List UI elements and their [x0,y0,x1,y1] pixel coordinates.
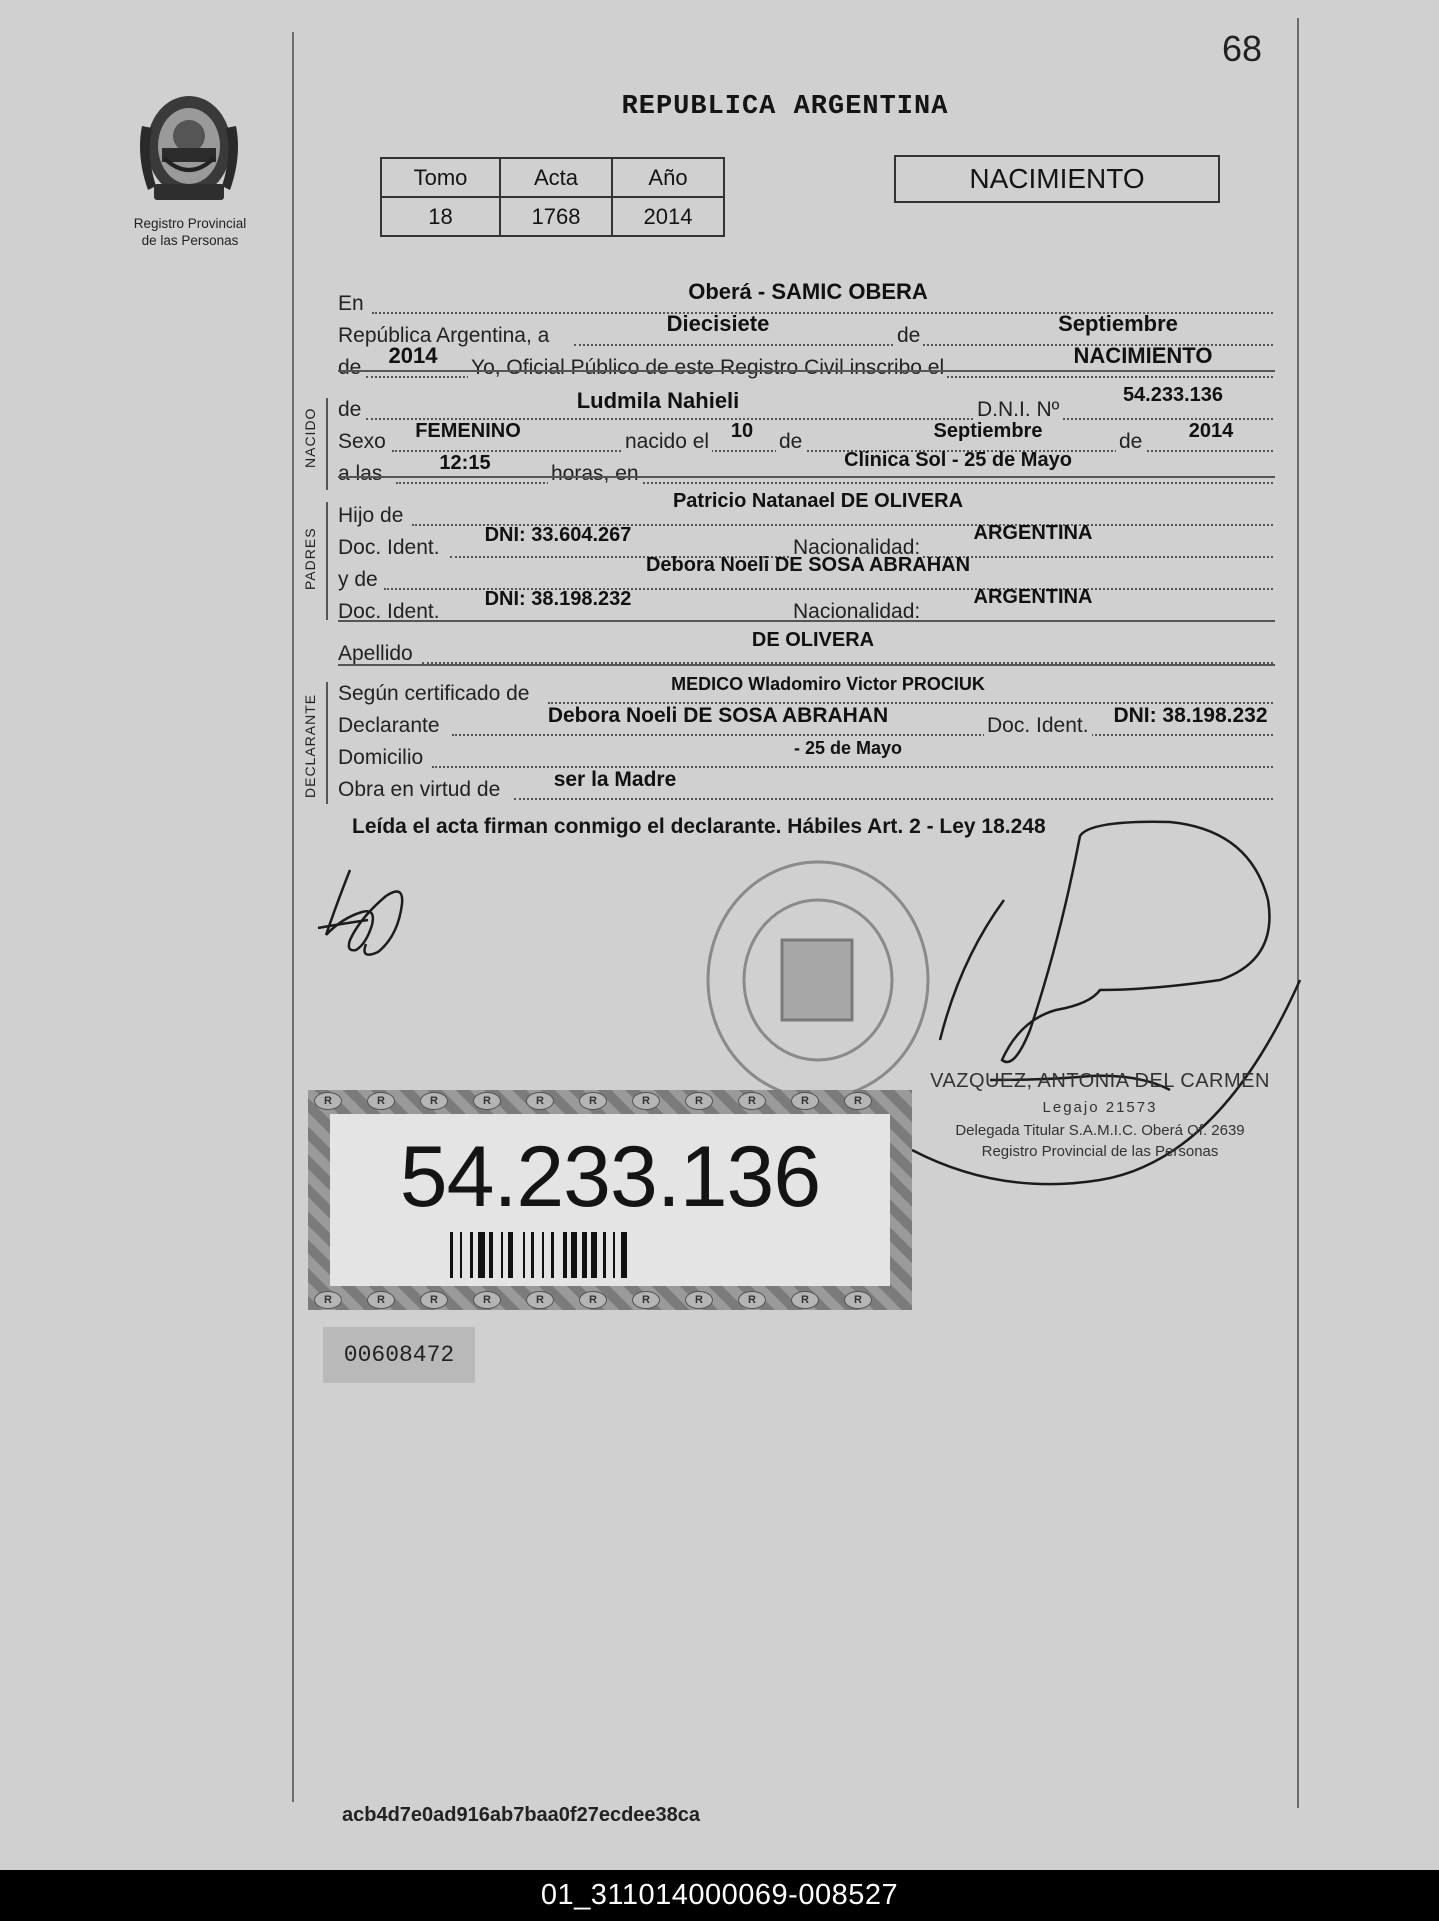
file-footer: 01_311014000069-008527 [0,1870,1439,1921]
barcode-bar [542,1232,544,1278]
value-declarante: Debora Noeli DE SOSA ABRAHAN [547,704,889,727]
r-security-mark: R [420,1291,448,1309]
value-lugar: Oberá - SAMIC OBERA [688,279,928,304]
document-hash: acb4d7e0ad916ab7baa0f27ecdee38ca [342,1804,701,1826]
value-dia-nacimiento: 10 [730,420,754,442]
value-certificado: MEDICO Wladomiro Victor PROCIUK [671,674,985,694]
value-obra-en-virtud: ser la Madre [553,768,677,791]
value-hora: 12:15 [439,452,491,474]
barcode-bar [551,1232,554,1278]
label-republica: República Argentina, a [338,324,550,347]
r-security-mark: R [579,1291,607,1309]
label-de-nombre: de [338,398,362,421]
official-role: Delegada Titular S.A.M.I.C. Oberá Of. 2639 [955,1122,1245,1139]
barcode-bar [470,1232,473,1278]
label-a-las: a las [338,462,383,485]
record-type-box: NACIMIENTO [894,155,1220,203]
r-security-mark: R [367,1092,395,1110]
barcode-bar [460,1232,462,1278]
label-inscribo: Yo, Oficial Público de este Registro Civil inscribo el [468,356,947,380]
anio-value: 2014 [612,197,724,236]
acta-header: Acta [500,158,612,197]
dni-banner [308,1090,912,1310]
r-security-mark: R [844,1092,872,1110]
label-obra-en-virtud: Obra en virtud de [338,778,501,801]
tomo-header: Tomo [381,158,500,197]
r-security-mark: R [685,1291,713,1309]
closing-statement: Leída el acta firman conmigo el declarante. Hábiles Art. 2 - Ley 18.248 [352,815,1046,838]
value-anio-inscripcion: 2014 [388,343,438,368]
value-padre-nacionalidad: ARGENTINA [973,522,1093,544]
label-de-year: de [338,356,362,379]
barcode-bar [621,1232,627,1278]
r-security-mark: R [367,1291,395,1309]
r-security-mark: R [526,1092,554,1110]
label-nacionalidad-1: Nacionalidad: [790,536,923,560]
declarant-signature [318,870,402,955]
value-madre-doc: DNI: 38.198.232 [484,588,632,610]
label-de-mes: de [894,324,923,348]
label-y-de: y de [338,568,378,591]
r-security-mark: R [420,1092,448,1110]
dni-banner-inner [330,1114,890,1286]
r-security-mark: R [632,1291,660,1309]
value-padre-doc: DNI: 33.604.267 [484,524,632,546]
logo-caption-line2: de las Personas [141,233,239,248]
label-segun-certificado: Según certificado de [338,682,530,705]
value-apellido: DE OLIVERA [751,629,875,651]
label-doc-ident-2: Doc. Ident. [338,600,440,623]
r-security-mark: R [314,1291,342,1309]
section-label-padres: PADRES [302,527,318,590]
r-security-mark: R [791,1291,819,1309]
r-security-mark: R [314,1092,342,1110]
r-security-mark: R [473,1092,501,1110]
label-dni: D.N.I. Nº [974,398,1062,422]
official-name: VAZQUEZ, ANTONIA DEL CARMEN [930,1070,1270,1092]
barcode-icon [450,1232,770,1278]
label-doc-ident-decl: Doc. Ident. [984,714,1092,738]
value-declarante-doc: DNI: 38.198.232 [1113,704,1268,727]
label-apellido: Apellido [338,642,413,665]
label-doc-ident-1: Doc. Ident. [338,536,440,559]
barcode-bar [478,1232,485,1278]
anio-header: Año [612,158,724,197]
value-nombre: Ludmila Nahieli [576,388,740,413]
barcode-bar [508,1232,513,1278]
r-security-mark: R [738,1092,766,1110]
value-mes-nacimiento: Septiembre [933,420,1043,442]
r-security-mark: R [632,1092,660,1110]
barcode-bar [603,1232,606,1278]
dni-banner-number: 54.233.136 [399,1129,821,1225]
label-de-dia: de [776,430,805,454]
official-stamp [708,862,928,1098]
value-domicilio: - 25 de Mayo [793,738,903,758]
barcode-bar [582,1232,587,1278]
barcode-bar [489,1232,493,1278]
r-security-mark: R [473,1291,501,1309]
serial-number: 00608472 [323,1327,475,1383]
label-nacido-el: nacido el [622,430,712,454]
official-legajo: Legajo 21573 [1042,1099,1158,1116]
acta-value: 1768 [500,197,612,236]
label-nacionalidad-2: Nacionalidad: [790,600,923,624]
r-security-mark: R [738,1291,766,1309]
r-security-mark: R [526,1291,554,1309]
label-sexo: Sexo [338,430,386,453]
barcode-bar [523,1232,525,1278]
barcode-bar [571,1232,577,1278]
value-padre: Patricio Natanael DE OLIVERA [672,490,964,512]
label-declarante: Declarante [338,714,440,737]
official-block [920,1070,1280,1160]
label-en: En [338,292,364,315]
label-horas-en: horas, en [548,462,642,486]
logo-caption-line1: Registro Provincial [133,216,247,231]
barcode-bar [501,1232,503,1278]
r-security-mark: R [685,1092,713,1110]
value-mes-inscripcion: Septiembre [1058,311,1178,336]
label-hijo-de: Hijo de [338,504,404,527]
barcode-bar [591,1232,597,1278]
label-de-anio: de [1116,430,1145,454]
official-office: Registro Provincial de las Personas [981,1143,1219,1160]
value-sexo: FEMENINO [415,420,521,442]
tomo-value: 18 [381,197,500,236]
value-dia-inscripcion: Diecisiete [666,311,770,336]
value-tipo-inscripcion: NACIMIENTO [1073,343,1213,368]
value-madre: Debora Noeli DE SOSA ABRAHAN [645,554,971,576]
barcode-bar [531,1232,534,1278]
value-madre-nacionalidad: ARGENTINA [973,586,1093,608]
label-domicilio: Domicilio [338,746,424,769]
section-label-nacido: NACIDO [302,407,318,468]
value-anio-nacimiento: 2014 [1188,420,1234,442]
document-title: REPUBLICA ARGENTINA [621,92,949,122]
barcode-bar [563,1232,567,1278]
page-number: 68 [1222,28,1263,69]
barcode-bar [450,1232,453,1278]
r-security-mark: R [579,1092,607,1110]
r-security-mark: R [791,1092,819,1110]
value-dni: 54.233.136 [1122,384,1224,406]
barcode-bar [613,1232,615,1278]
section-label-declarante: DECLARANTE [302,693,318,798]
value-lugar-nacimiento: Clinica Sol - 25 de Mayo [844,449,1072,471]
r-security-mark: R [844,1291,872,1309]
